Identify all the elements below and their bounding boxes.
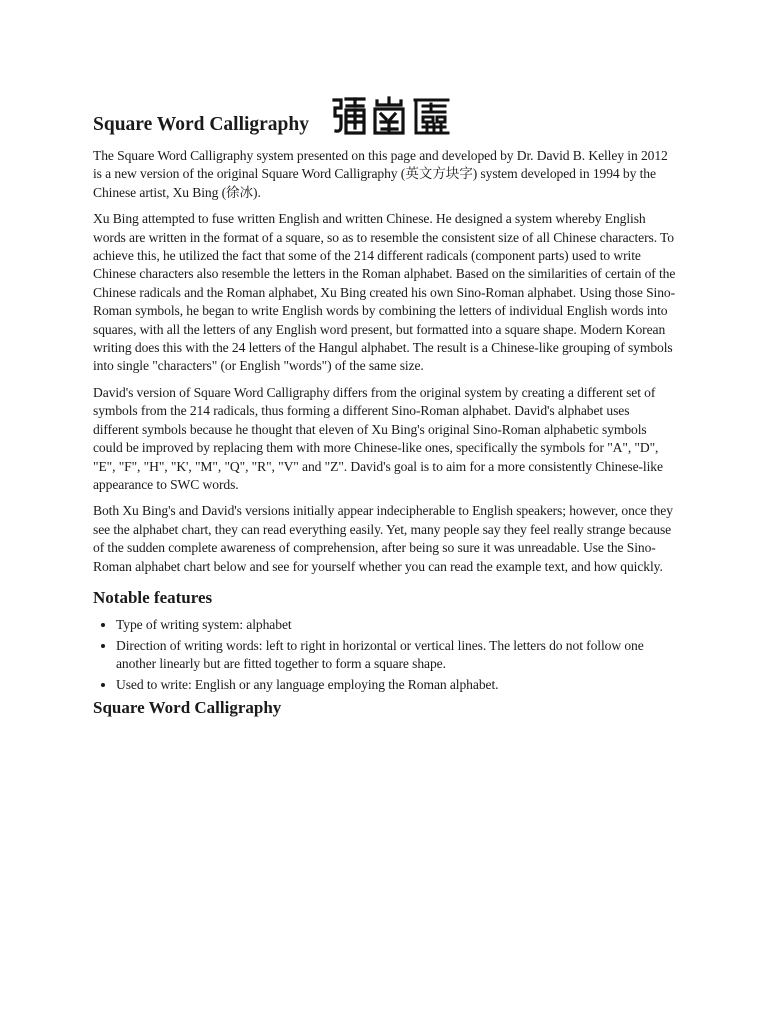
title-row <box>93 92 676 136</box>
square-word-glyph-3 <box>411 96 451 136</box>
section-heading-square-word-calligraphy: Square Word Calligraphy <box>93 697 282 717</box>
notable-features-heading: Notable features <box>93 587 213 607</box>
list-item: • Used to write: English or any language employing the Roman alphabet. <box>116 676 676 694</box>
paragraph-xu-bing: Xu Bing attempted to fuse written English and written Chinese. He designed a system whereby English words are written in the format of a square, so as to resemble the consistent size of all Chinese characters. To achieve this, he utilized the fact that some of the 214 different radicals (component parts) used to write Chinese characters also resemble the letters in the Roman alphabet. Based on the similarities of certain of the Chinese radicals and the Roman alphabet, Xu Bing created his own Sino-Roman alphabet. Using those Sino-Roman symbols, he began to write English words by combining the letters of individual English words into squares, with all the letters of any English word present, but formatted into a square shape. Modern Korean writing does this with the 24 letters of the Hangul alphabet. The result is a Chinese-like grouping of symbols into single "characters" (or English "words") of the same size. <box>93 211 676 374</box>
features-list <box>93 616 676 694</box>
paragraph-readability: Both Xu Bing's and David's versions initially appear indecipherable to English speakers; however, once they see the alphabet chart, they can read everything easily. Yet, many people say they feel really strange because of the sudden complete awareness of comprehension, after being so sure it was unreadable. Use the Sino-Roman alphabet chart below and see for yourself whether you can read the example text, and how quickly. <box>93 503 673 574</box>
paragraph-davids-version: David's version of Square Word Calligraphy differs from the original system by creating a different set of symbols from the 214 radicals, thus forming a different Sino-Roman alphabet. David's alphabet uses different symbols because he thought that eleven of Xu Bing's original Sino-Roman alphabetic symbols could be improved by replacing them with more Chinese-like ones, specifically the symbols for "A", "D", "E", "F", "H", "K', "M", "Q", "R", "V" and "Z". David's goal is to aim for a more consistently Chinese-like appearance to SWC words. <box>93 384 663 492</box>
intro-paragraph: The Square Word Calligraphy system presented on this page and developed by Dr. David B. Kelley in 2012 is a new version of the original Square Word Calligraphy (英文方块字) system developed in 1994 by the Chinese artist, Xu Bing (徐冰). <box>93 148 668 200</box>
square-word-glyph-1 <box>331 96 367 136</box>
square-word-glyph-2 <box>371 96 407 136</box>
list-item: • Type of writing system: alphabet <box>116 616 676 634</box>
list-item: • Direction of writing words: left to right in horizontal or vertical lines. The letters do not follow one another linearly but are fitted together to form a square shape. <box>116 637 676 674</box>
document-page <box>93 92 676 726</box>
square-word-glyphs <box>331 96 451 136</box>
page-title: Square Word Calligraphy <box>93 113 309 135</box>
